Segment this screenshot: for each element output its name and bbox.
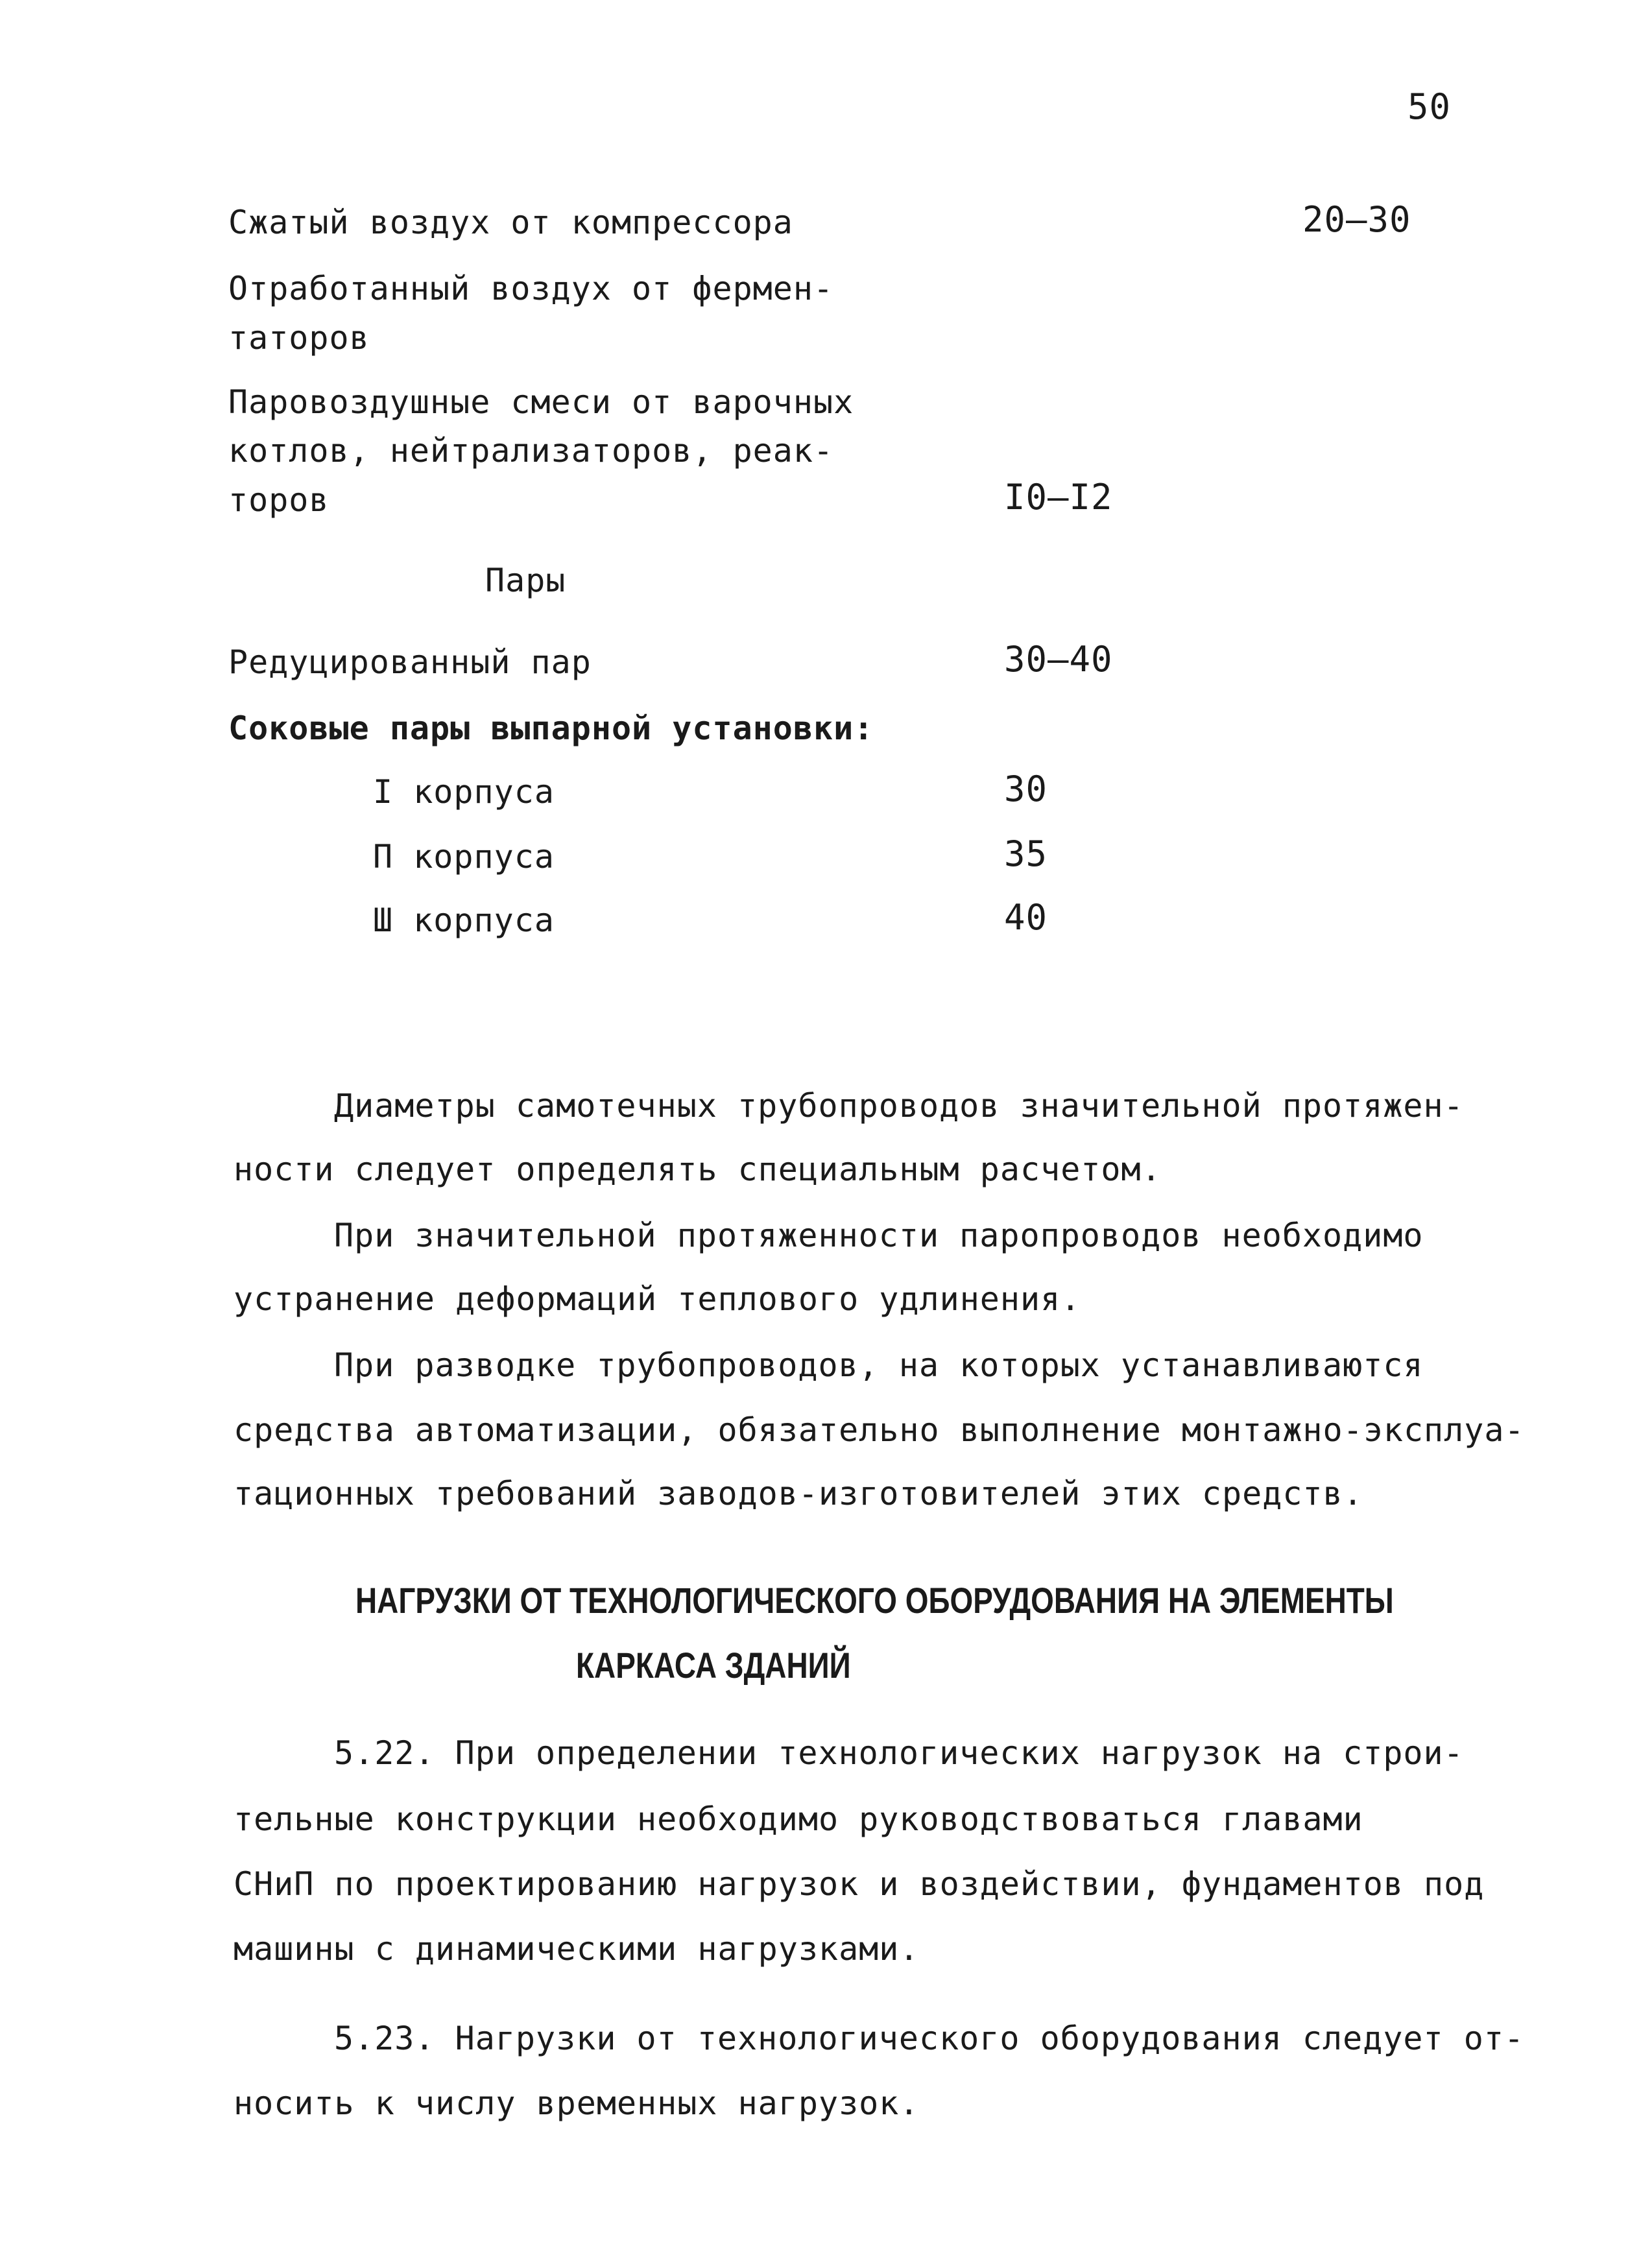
section-title-line1: НАГРУЗКИ ОТ ТЕХНОЛОГИЧЕСКОГО ОБОРУДОВАНИЯ НА ЭЛЕМЕНТЫ xyxy=(355,1580,1394,1621)
row-value-steam-air: I0–I2 xyxy=(1004,477,1113,518)
paragraph-2-line2: устранение деформаций теплового удлинения. xyxy=(234,1280,1081,1318)
row-name-exhaust-air-line1: Отработанный воздух от фермен- xyxy=(228,270,834,307)
page-number: 50 xyxy=(1407,86,1452,127)
row-name-body-1: I корпуса xyxy=(373,773,555,811)
clause-5-22-line3: СНиП по проектированию нагрузок и воздействии, фундаментов под xyxy=(234,1865,1485,1903)
row-name-compressed-air: Сжатый воздух от компрессора xyxy=(228,204,793,241)
row-value-compressed-air: 20–30 xyxy=(1302,199,1411,240)
clause-5-22-line2: тельные конструкции необходимо руководствоваться главами xyxy=(234,1800,1363,1838)
row-name-steam-air-line1: Паровоздушные смеси от варочных xyxy=(228,383,854,421)
paragraph-3-line3: тационных требований заводов-изготовителей этих средств. xyxy=(234,1475,1363,1512)
row-name-steam-air-line3: торов xyxy=(228,481,329,519)
clause-5-23-line1: 5.23. Нагрузки от технологического оборудования следует от- xyxy=(334,2020,1525,2057)
paragraph-1-line1: Диаметры самотечных трубопроводов значительной протяжен- xyxy=(334,1087,1464,1125)
paragraph-1-line2: ности следует определять специальным расчетом. xyxy=(234,1151,1162,1188)
row-value-reduced-steam: 30–40 xyxy=(1004,639,1113,680)
row-name-steam-air-line2: котлов, нейтрализаторов, реак- xyxy=(228,432,834,470)
clause-5-23-line2: носить к числу временных нагрузок. xyxy=(234,2084,920,2122)
row-name-body-2: П корпуса xyxy=(373,838,555,876)
clause-5-22-line4: машины с динамическими нагрузками. xyxy=(234,1930,920,1968)
paragraph-3-line1: При разводке трубопроводов, на которых устанавливаются xyxy=(334,1346,1424,1384)
paragraph-2-line1: При значительной протяженности паропроводов необходимо xyxy=(334,1217,1424,1254)
row-value-body-2: 35 xyxy=(1004,833,1048,874)
row-value-body-1: 30 xyxy=(1004,769,1048,809)
row-name-body-3: Ш корпуса xyxy=(373,901,555,939)
row-name-exhaust-air-line2: таторов xyxy=(228,319,370,357)
paragraph-3-line2: средства автоматизации, обязательно выполнение монтажно-эксплуа- xyxy=(234,1411,1525,1449)
row-name-juice-steam: Соковые пары выпарной установки: xyxy=(228,710,874,747)
clause-5-22-line1: 5.22. При определении технологических нагрузок на строи- xyxy=(334,1734,1464,1772)
row-name-reduced-steam: Редуцированный пар xyxy=(228,643,592,681)
subheading-steam: Пары xyxy=(485,562,566,599)
row-value-body-3: 40 xyxy=(1004,897,1048,938)
section-title-line2: КАРКАСА ЗДАНИЙ xyxy=(576,1645,851,1686)
